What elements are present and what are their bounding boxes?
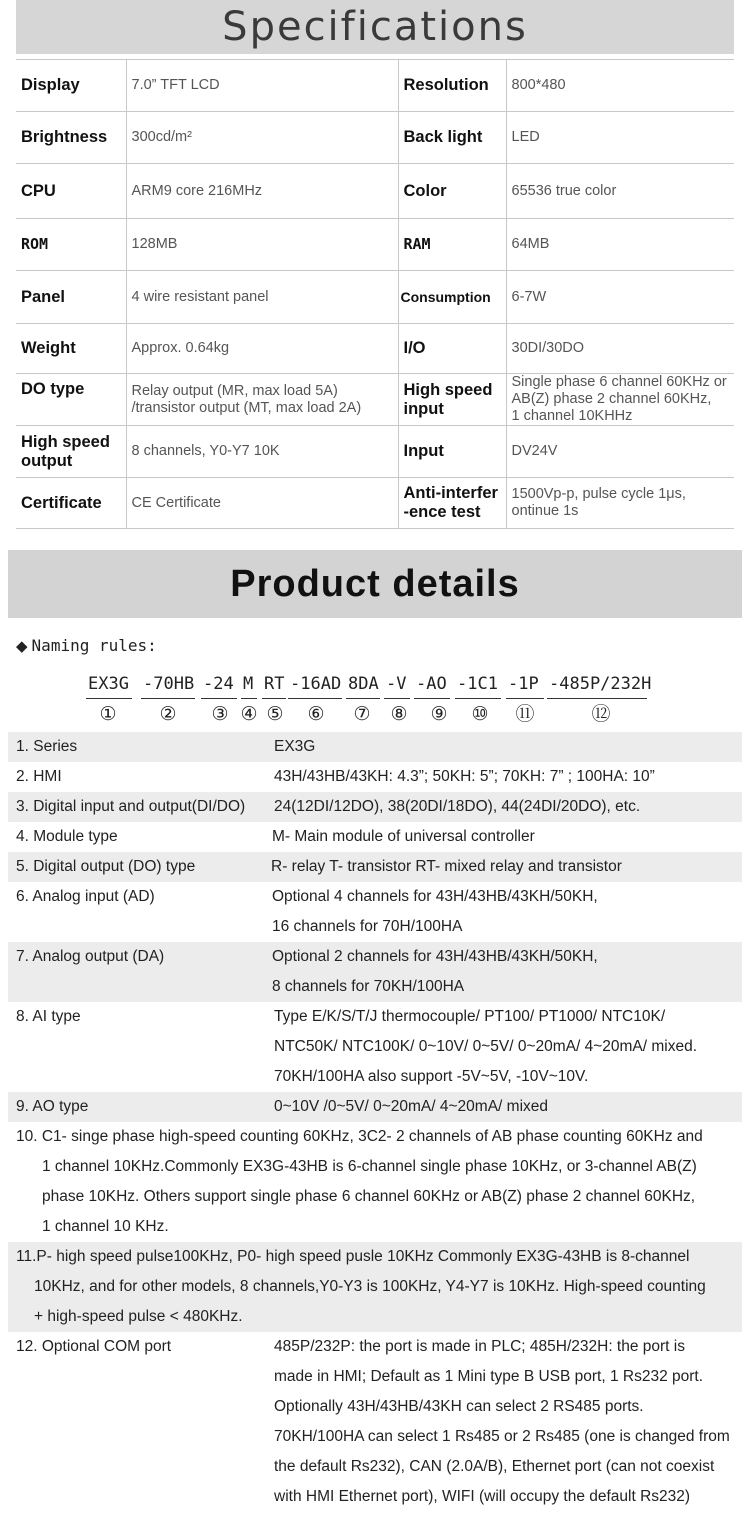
detail-value: 43H/43HB/43KH: 4.3”; 50KH: 5”; 70KH: 7” ; 100HA: 10” [274, 768, 655, 785]
detail-paragraph: 10. C1- singe phase high-speed counting 60KHz, 3C2- 2 channels of AB phase counting 60KHz and 1 channel 10KHz.Commonly EX3G-43HB is 6-channel single phase 10KHz, or 3-channel AB(Z) phase 10KHz. Others support single phase 6 channel 60KHz or AB(Z) phase 2 channel 60KHz, 1 channel 10 KHz. [16, 1128, 703, 1235]
spec-key: Back light [398, 112, 506, 164]
spec-key: Brightness [16, 112, 126, 164]
spec-value: 4 wire resistant panel [126, 271, 398, 324]
segment-underline [414, 698, 450, 699]
segment-underline [346, 698, 380, 699]
segment-underline [262, 698, 286, 699]
spec-value: 300cd/m² [126, 112, 398, 164]
spec-row [16, 426, 734, 478]
naming-segment: M [243, 674, 254, 694]
naming-segment: -16AD [290, 674, 342, 694]
spec-row [16, 60, 734, 112]
naming-segment: -1C1 [457, 674, 498, 694]
spec-key-line: High speed [403, 380, 493, 399]
detail-row-ai-type [8, 1002, 742, 1092]
segment-underline [384, 698, 410, 699]
detail-row-series [8, 732, 742, 762]
detail-row-do-type [8, 852, 742, 882]
detail-row-high-speed-pulse [8, 1242, 742, 1332]
spec-key-line: -ence test [403, 503, 481, 521]
specifications-table [16, 59, 734, 529]
spec-value-line: Relay output (MR, max load 5A) [131, 382, 338, 399]
spec-value-line: 1 channel 10KHHz [511, 408, 633, 424]
detail-label: 7. Analog output (DA) [16, 948, 165, 965]
spec-key-line: Anti-interfer [403, 484, 498, 502]
detail-row-ao-type [8, 1092, 742, 1122]
segment-underline [455, 698, 501, 699]
spec-key: Color [398, 164, 506, 219]
diamond-bullet-icon: ◆ [16, 637, 28, 655]
segment-number: ⑧ [390, 703, 408, 725]
spec-key: Weight [16, 324, 126, 374]
detail-row-analog-output [8, 942, 742, 1002]
detail-value: Optional 2 channels for 43H/43HB/43KH/50KH, 8 channels for 70KH/100HA [272, 948, 598, 995]
spec-key: ROM [16, 219, 126, 271]
detail-label: 4. Module type [16, 828, 118, 845]
spec-key: DO type [16, 374, 126, 426]
specifications-banner [16, 0, 734, 54]
spec-key [398, 374, 506, 426]
naming-segment: -70HB [143, 674, 195, 694]
spec-key: Display [16, 60, 126, 112]
detail-value: 24(12DI/12DO), 38(20DI/18DO), 44(24DI/20DO), etc. [274, 798, 641, 815]
detail-row-dido [8, 792, 742, 822]
naming-segment: RT [264, 674, 285, 694]
spec-key: RAM [398, 219, 506, 271]
spec-row [16, 112, 734, 164]
detail-label: 8. AI type [16, 1008, 81, 1025]
detail-label: 2. HMI [16, 768, 62, 785]
naming-segment: -485P/232H [549, 674, 652, 694]
spec-value-line: 1500Vp-p, pulse cycle 1μs, [511, 486, 686, 502]
spec-key: Consumption [398, 271, 506, 324]
spec-key: Resolution [398, 60, 506, 112]
detail-label: 9. AO type [16, 1098, 89, 1115]
segment-number: ⑩ [471, 703, 489, 725]
naming-rules-heading [16, 636, 157, 655]
spec-key-line: High speed [21, 432, 110, 451]
detail-row-high-speed-counting [8, 1122, 742, 1242]
detail-value: EX3G [274, 738, 316, 755]
detail-value: 485P/232P: the port is made in PLC; 485H/232H: the port is made in HMI; Default as 1 Mini type B USB port, 1 Rs232 port. Optionally 43H/43HB/43KH can select 2 RS485 ports. 70KH/100HA can select 1 Rs485 or 2 Rs485 (one is changed from the default Rs232), CAN (2.0A/B), Ethernet port (can not coexist with HMI Ethernet port), WIFI (will occupy the default Rs232) [274, 1338, 730, 1505]
segment-number: ⑤ [266, 703, 284, 725]
spec-key: Panel [16, 271, 126, 324]
spec-row [16, 164, 734, 219]
spec-value [506, 478, 734, 529]
naming-segment: 8DA [348, 674, 379, 694]
detail-label: 5. Digital output (DO) type [16, 858, 196, 875]
detail-value: R- relay T- transistor RT- mixed relay and transistor [271, 858, 622, 875]
detail-value: 0~10V /0~5V/ 0~20mA/ 4~20mA/ mixed [274, 1098, 549, 1115]
spec-value: 8 channels, Y0-Y7 10K [126, 426, 398, 478]
naming-segment: -AO [416, 674, 447, 694]
spec-value [506, 374, 734, 426]
spec-key: I/O [398, 324, 506, 374]
spec-value-line: AB(Z) phase 2 channel 60KHz, [511, 391, 712, 407]
spec-row [16, 478, 734, 529]
spec-value-line: Single phase 6 channel 60KHz or [511, 374, 727, 390]
detail-value: M- Main module of universal controller [272, 828, 535, 845]
detail-label: 3. Digital input and output(DI/DO) [16, 798, 246, 815]
detail-value: Optional 4 channels for 43H/43HB/43KH/50KH, 16 channels for 70H/100HA [272, 888, 598, 935]
spec-value-line: /transistor output (MT, max load 2A) [131, 399, 362, 416]
spec-key: Certificate [16, 478, 126, 529]
spec-row [16, 219, 734, 271]
spec-value: Approx. 0.64kg [126, 324, 398, 374]
segment-underline [201, 698, 237, 699]
segment-number: ⑫ [591, 703, 611, 725]
segment-number: ③ [211, 703, 229, 725]
spec-value: 800*480 [506, 60, 734, 112]
spec-value: LED [506, 112, 734, 164]
naming-segment: -24 [203, 674, 234, 694]
spec-row [16, 271, 734, 324]
segment-number: ⑥ [307, 703, 325, 725]
spec-value: 128MB [126, 219, 398, 271]
spec-value: 65536 true color [506, 164, 734, 219]
spec-key-line: input [403, 399, 444, 418]
spec-value: 30DI/30DO [506, 324, 734, 374]
spec-value-line: ontinue 1s [511, 503, 579, 519]
segment-number: ⑨ [430, 703, 448, 725]
spec-row [16, 374, 734, 426]
spec-key-line: output [21, 451, 73, 470]
segment-underline [86, 698, 132, 699]
naming-rules-label: Naming rules: [31, 636, 157, 655]
spec-value [126, 374, 398, 426]
segment-underline [288, 698, 342, 699]
detail-value: Type E/K/S/T/J thermocouple/ PT100/ PT1000/ NTC10K/ NTC50K/ NTC100K/ 0~10V/ 0~5V/ 0~20mA/ 4~20mA/ mixed. 70KH/100HA also support -5V~5V, -10V~10V. [274, 1008, 698, 1085]
segment-number: ④ [240, 703, 258, 725]
spec-value: 6-7W [506, 271, 734, 324]
segment-underline [241, 698, 257, 699]
spec-key: CPU [16, 164, 126, 219]
spec-row [16, 324, 734, 374]
detail-label: 1. Series [16, 738, 78, 755]
spec-value: 7.0” TFT LCD [126, 60, 398, 112]
spec-value: CE Certificate [126, 478, 398, 529]
segment-number: ① [99, 703, 117, 725]
spec-key [398, 478, 506, 529]
spec-key [16, 426, 126, 478]
naming-segment: -1P [508, 674, 539, 694]
naming-segment: EX3G [88, 674, 129, 694]
segment-underline [506, 698, 544, 699]
segment-number: ⑦ [353, 703, 371, 725]
segment-number: ⑪ [515, 703, 535, 725]
detail-row-hmi [8, 762, 742, 792]
spec-key: Input [398, 426, 506, 478]
segment-number: ② [159, 703, 177, 725]
detail-paragraph: 11.P- high speed pulse100KHz, P0- high speed pusle 10KHz Commonly EX3G-43HB is 8-channel 10KHz, and for other models, 8 channels,Y0-Y3 is 100KHz, Y4-Y7 is 10KHz. High-speed counting + high-speed pulse < 480KHz. [16, 1248, 706, 1325]
detail-row-module-type [8, 822, 742, 852]
segment-underline [547, 698, 647, 699]
segment-underline [141, 698, 195, 699]
product-details-banner [8, 550, 742, 618]
spec-value: DV24V [506, 426, 734, 478]
spec-value: 64MB [506, 219, 734, 271]
detail-row-analog-input [8, 882, 742, 942]
specifications-title: Specifications [222, 4, 528, 50]
detail-label: 6. Analog input (AD) [16, 888, 155, 905]
spec-value: ARM9 core 216MHz [126, 164, 398, 219]
detail-label: 12. Optional COM port [16, 1338, 172, 1355]
naming-segment: -V [386, 674, 407, 694]
product-details-title: Product details [230, 563, 520, 605]
detail-row-com-port [8, 1332, 742, 1512]
